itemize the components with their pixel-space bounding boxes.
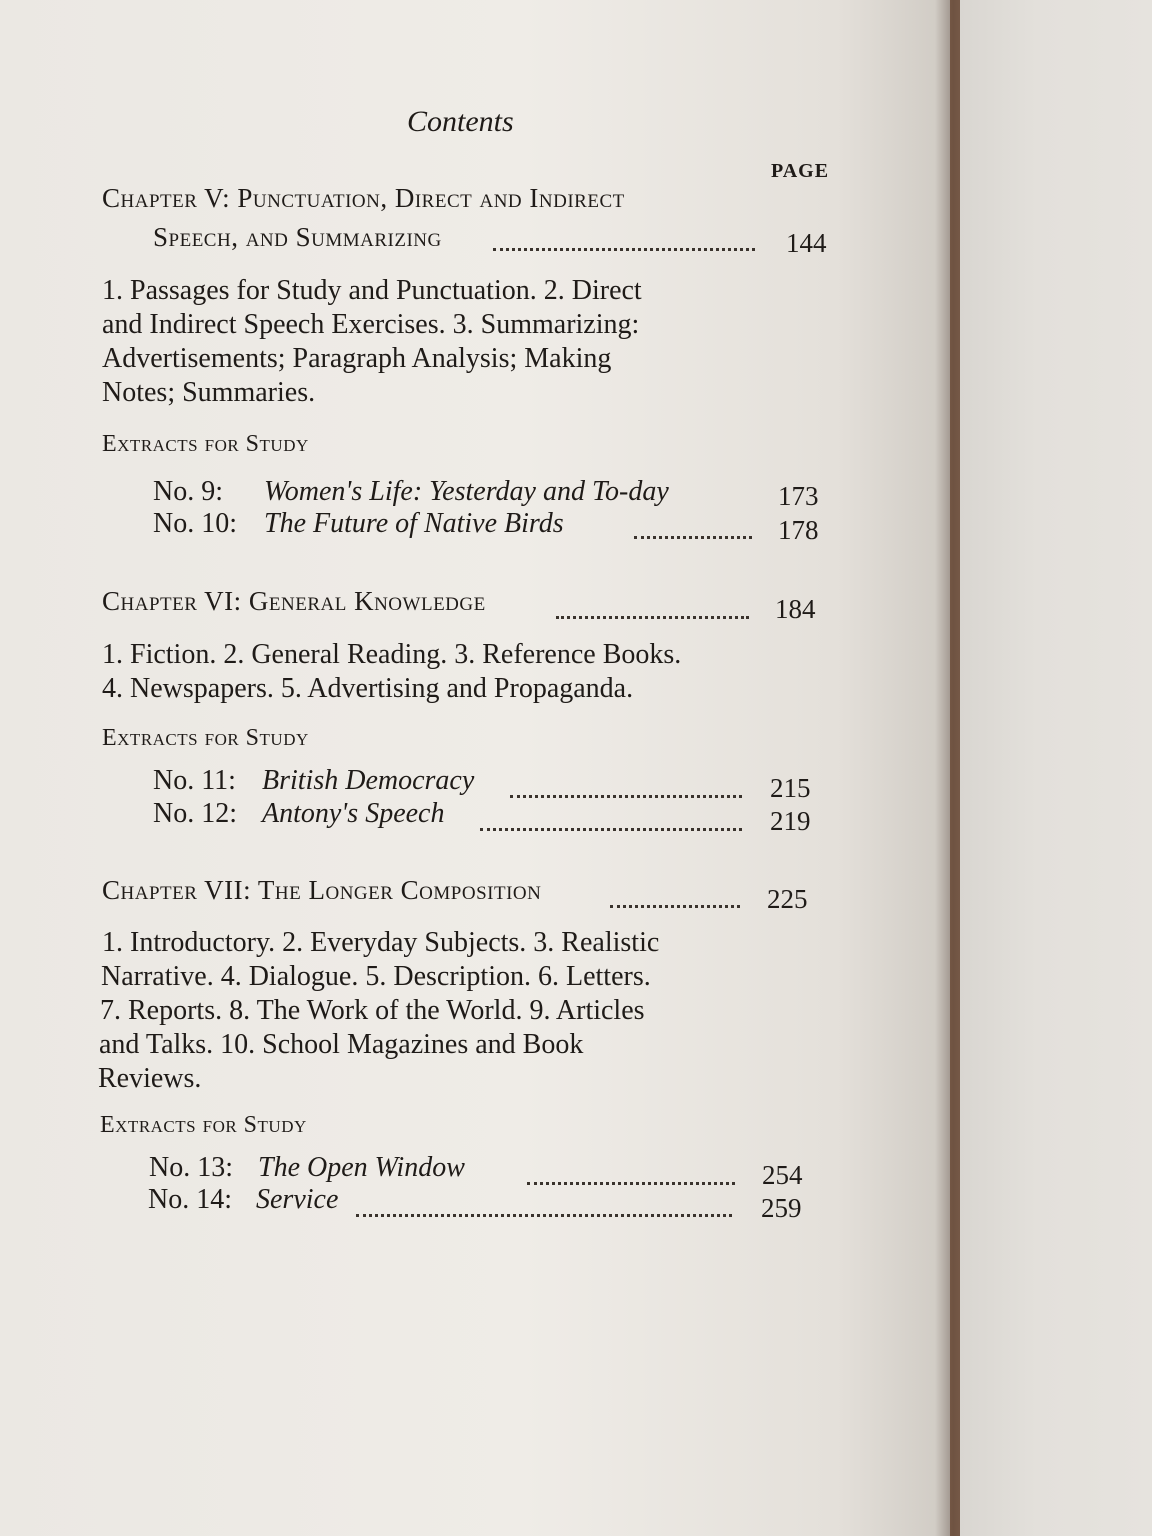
chapter-heading: Chapter VI: General Knowledge xyxy=(102,586,486,616)
extract-page-number: 254 xyxy=(762,1160,803,1190)
page-column-label: PAGE xyxy=(771,160,830,182)
extract-title: Service xyxy=(256,1184,339,1215)
extract-number: No. 14: xyxy=(148,1184,232,1215)
extract-number: No. 9: xyxy=(153,476,223,507)
chapter-page-number: 184 xyxy=(775,594,816,624)
extracts-heading: Extracts for Study xyxy=(100,1112,307,1138)
leader-dots xyxy=(493,248,755,251)
chapter-summary-line: and Indirect Speech Exercises. 3. Summarizing: xyxy=(102,309,640,340)
chapter-heading: Chapter VII: The Longer Composition xyxy=(102,875,542,905)
chapter-summary-line: 4. Newspapers. 5. Advertising and Propaganda. xyxy=(102,673,634,704)
extract-title: The Future of Native Birds xyxy=(264,508,564,539)
extract-title: The Open Window xyxy=(258,1152,465,1183)
chapter-page-number: 144 xyxy=(786,228,827,258)
leader-dots xyxy=(634,536,752,539)
leader-dots xyxy=(356,1214,732,1217)
chapter-summary-line: 1. Introductory. 2. Everyday Subjects. 3. Realistic xyxy=(102,927,660,958)
extract-number: No. 13: xyxy=(149,1152,233,1183)
extract-title: Antony's Speech xyxy=(262,798,445,829)
page-title: Contents xyxy=(407,105,514,138)
leader-dots xyxy=(510,795,742,798)
extract-page-number: 219 xyxy=(770,806,811,836)
chapter-summary-line: Notes; Summaries. xyxy=(102,377,316,408)
extract-title: Women's Life: Yesterday and To-day xyxy=(264,476,669,507)
extract-page-number: 259 xyxy=(761,1193,802,1223)
chapter-heading-continued: Speech, and Summarizing xyxy=(153,222,442,252)
extracts-heading: Extracts for Study xyxy=(102,431,309,457)
chapter-summary-line: Reviews. xyxy=(98,1063,202,1094)
extract-page-number: 215 xyxy=(770,773,811,803)
chapter-summary-line: Narrative. 4. Dialogue. 5. Description. 6. Letters. xyxy=(101,961,651,992)
extract-number: No. 10: xyxy=(153,508,237,539)
facing-page xyxy=(960,0,1152,1536)
extract-page-number: 178 xyxy=(778,515,819,545)
leader-dots xyxy=(556,616,749,619)
extract-title: British Democracy xyxy=(262,765,475,796)
leader-dots xyxy=(527,1182,735,1185)
extracts-heading: Extracts for Study xyxy=(102,725,309,751)
chapter-summary-line: and Talks. 10. School Magazines and Book xyxy=(99,1029,584,1060)
chapter-summary-line: 1. Fiction. 2. General Reading. 3. Reference Books. xyxy=(102,639,682,670)
leader-dots xyxy=(480,828,742,831)
extract-number: No. 11: xyxy=(153,765,236,796)
extract-number: No. 12: xyxy=(153,798,237,829)
leader-dots xyxy=(610,905,740,908)
chapter-page-number: 225 xyxy=(767,884,808,914)
chapter-summary-line: 7. Reports. 8. The Work of the World. 9. Articles xyxy=(100,995,645,1026)
extract-page-number: 173 xyxy=(778,481,819,511)
chapter-heading: Chapter V: Punctuation, Direct and Indirect xyxy=(102,183,625,213)
chapter-summary-line: 1. Passages for Study and Punctuation. 2. Direct xyxy=(102,275,642,306)
chapter-summary-line: Advertisements; Paragraph Analysis; Making xyxy=(102,343,612,374)
